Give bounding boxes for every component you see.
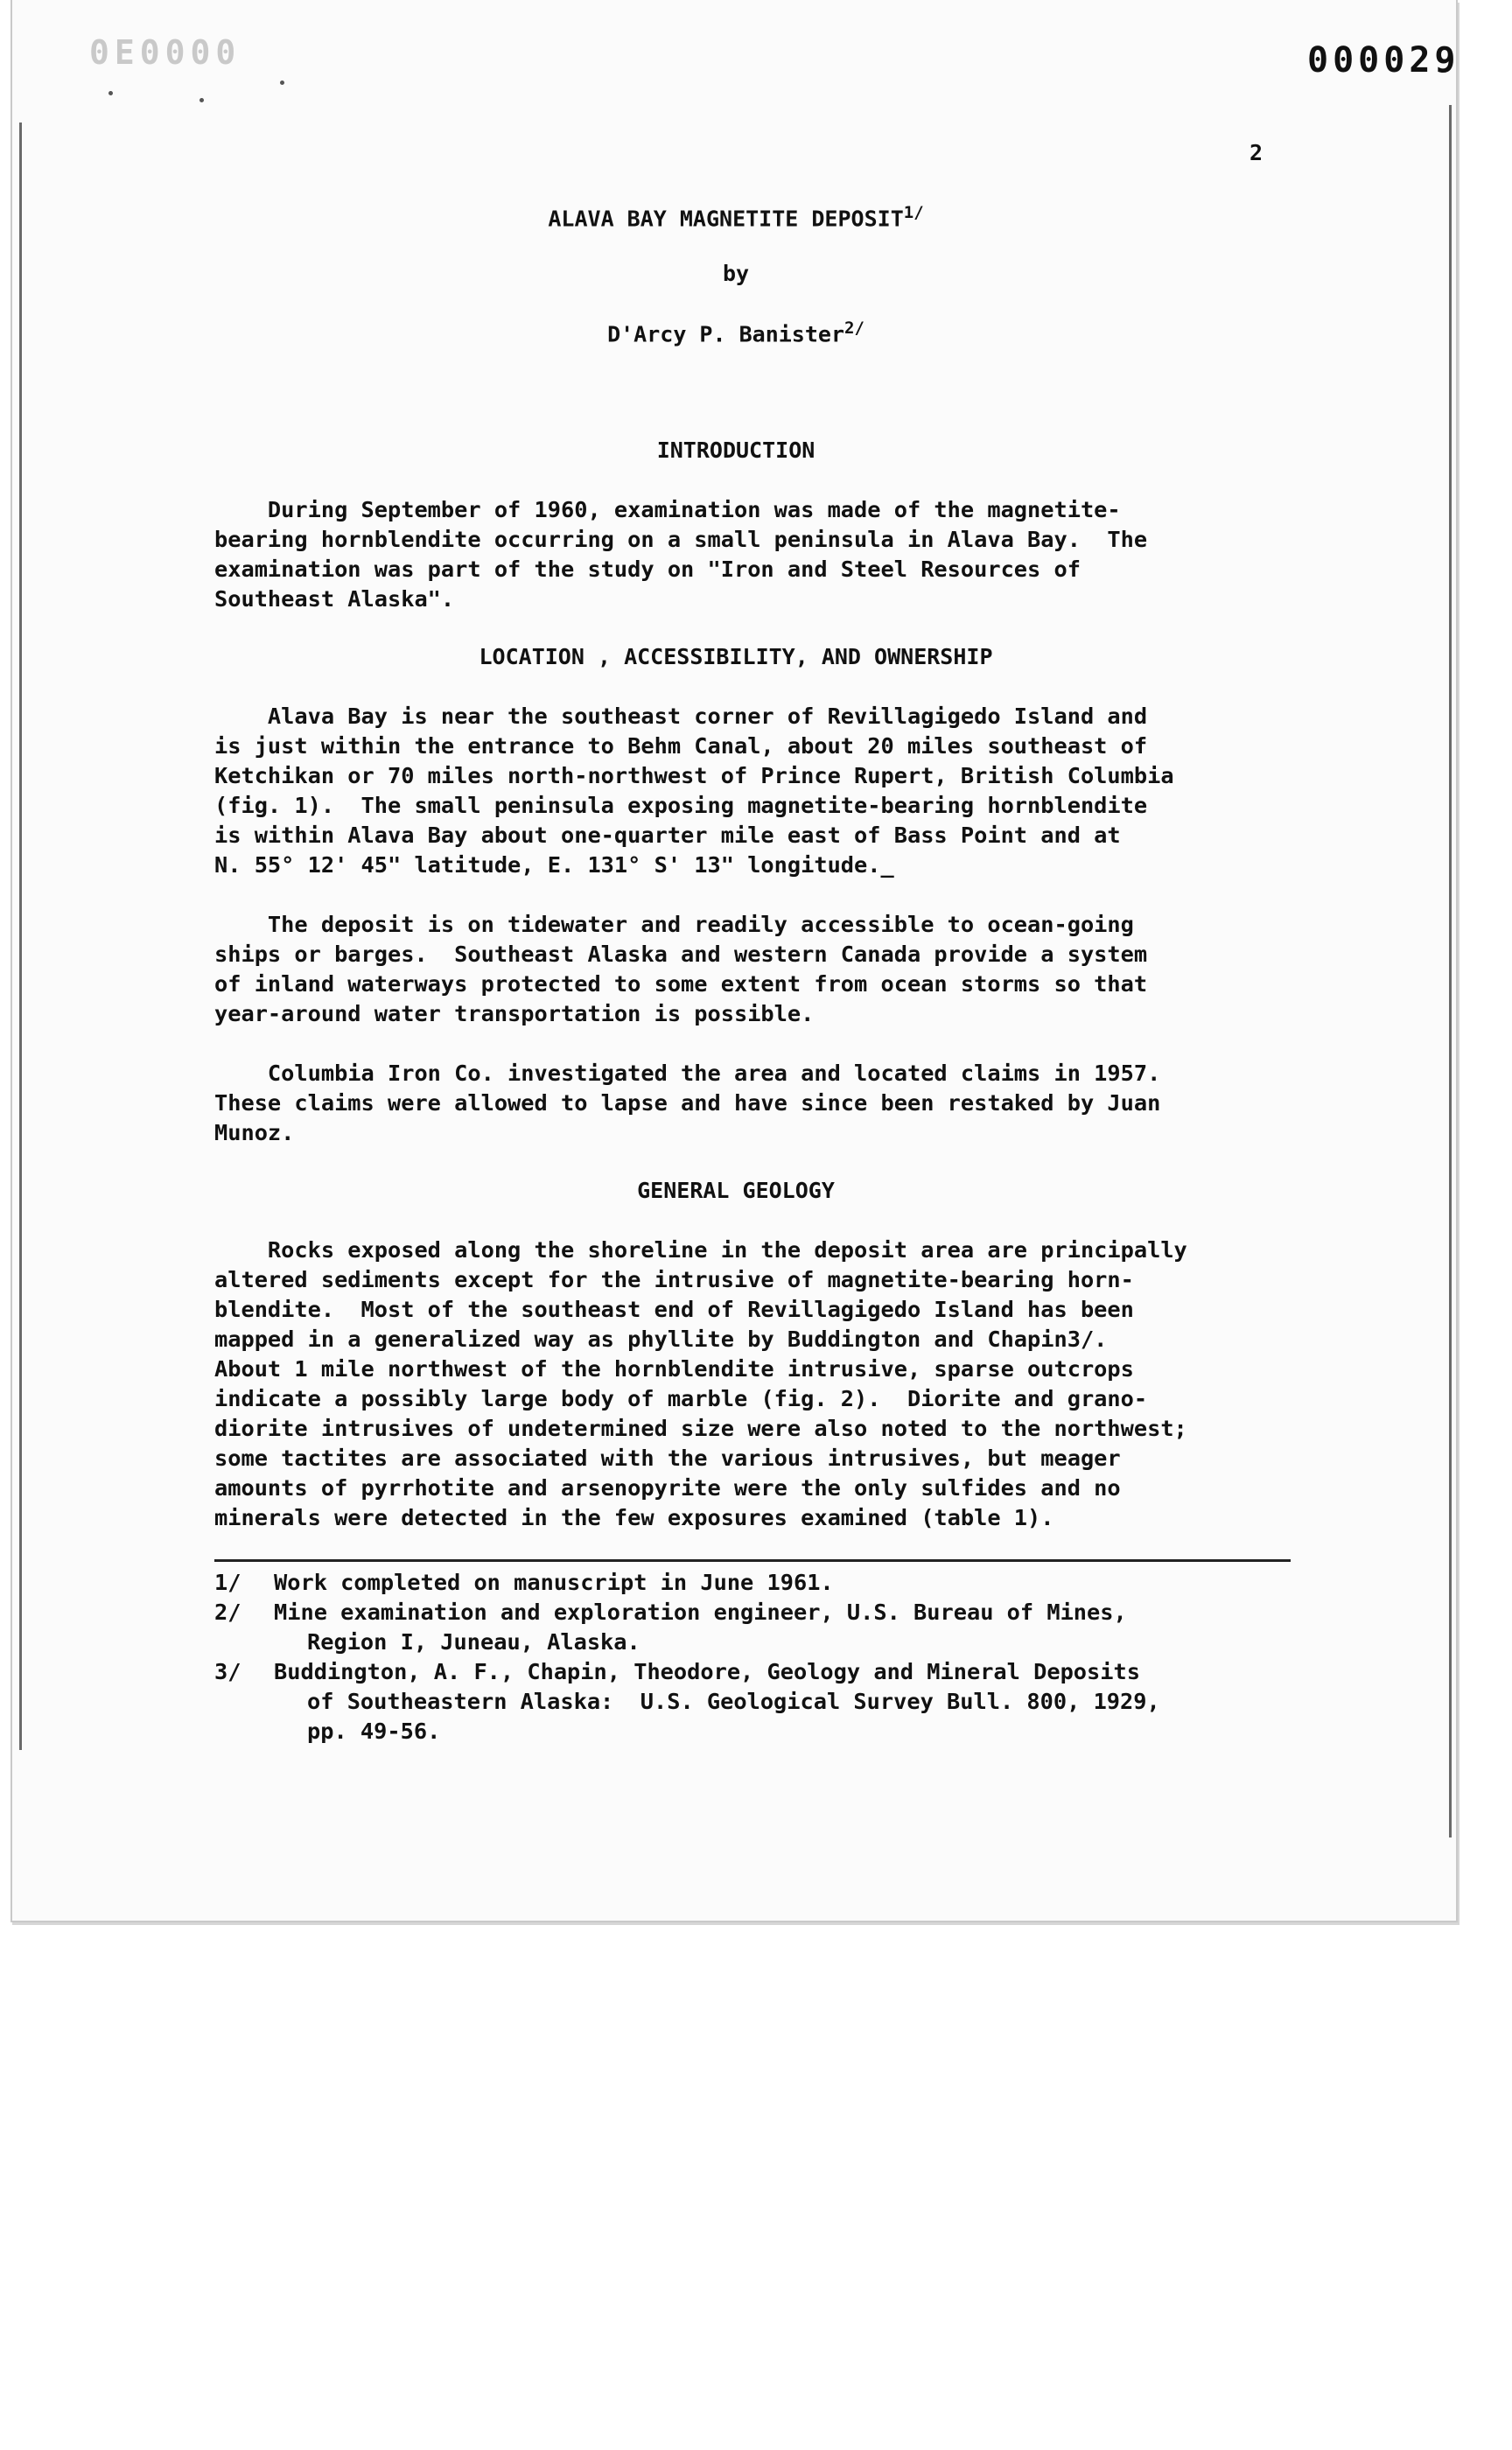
text-line: Southeast Alaska".: [214, 586, 455, 612]
footnote-marker: 2/: [214, 1600, 242, 1625]
footnote-marker: 1/: [214, 1570, 242, 1595]
text-line: is within Alava Bay about one-quarter mile east of Bass Point and at: [214, 822, 1121, 848]
footnote-item: [214, 1598, 1160, 1657]
text-line: examination was part of the study on "Iron and Steel Resources of: [214, 556, 1081, 582]
author-name: D'Arcy P. Banister: [607, 321, 845, 347]
text-line: year-around water transportation is possible.: [214, 1001, 815, 1026]
text-line: Ketchikan or 70 miles north-northwest of Prince Rupert, British Columbia: [214, 763, 1174, 788]
text-line: bearing hornblendite occurring on a small peninsula in Alava Bay. The: [214, 527, 1148, 552]
heading-general-geology: GENERAL GEOLOGY: [637, 1178, 835, 1203]
title-footnote-ref: 1/: [903, 203, 924, 222]
author-footnote-ref: 2/: [844, 318, 864, 338]
text-line: Columbia Iron Co. investigated the area and located claims in 1957.: [214, 1060, 1161, 1086]
document-title: [0, 203, 1472, 231]
text-line: N. 55° 12' 45" latitude, E. 131° S' 13" longitude._: [214, 852, 894, 878]
heading-location: LOCATION , ACCESSIBILITY, AND OWNERSHIP: [479, 644, 993, 669]
footnote-item: [214, 1568, 1160, 1598]
footnote-text: Buddington, A. F., Chapin, Theodore, Geology and Mineral Deposits: [274, 1659, 1140, 1684]
byline-by: by: [722, 261, 750, 286]
text-line: During September of 1960, examination was made of the magnetite-: [214, 497, 1121, 522]
footnote-text: pp. 49-56.: [307, 1718, 441, 1744]
paragraph-introduction: [214, 495, 1147, 614]
text-line: blendite. Most of the southeast end of Revillagigedo Island has been: [214, 1297, 1134, 1322]
text-line: is just within the entrance to Behm Canal, about 20 miles southeast of: [214, 733, 1148, 759]
text-line: Alava Bay is near the southeast corner of Revillagigedo Island and: [214, 704, 1148, 729]
paragraph-location-1: [214, 702, 1174, 880]
scan-speck: [200, 98, 204, 102]
text-line: amounts of pyrrhotite and arsenopyrite were the only sulfides and no: [214, 1475, 1121, 1501]
footnotes: [214, 1568, 1160, 1746]
scan-edge-right: [1449, 105, 1452, 1838]
document-number: 000029: [1307, 40, 1460, 80]
text-line: Rocks exposed along the shoreline in the deposit area are principally: [214, 1237, 1187, 1263]
footnote-text: Mine examination and exploration engineer, U.S. Bureau of Mines,: [274, 1600, 1127, 1625]
title-text: ALAVA BAY MAGNETITE DEPOSIT: [548, 206, 904, 232]
footnote-text: of Southeastern Alaska: U.S. Geological Survey Bull. 800, 1929,: [307, 1689, 1160, 1714]
text-line: These claims were allowed to lapse and have since been restaked by Juan: [214, 1090, 1161, 1116]
text-line: indicate a possibly large body of marble (fig. 2). Diorite and grano-: [214, 1386, 1148, 1411]
scan-edge-left: [19, 122, 22, 1750]
page-number: 2: [1250, 140, 1264, 165]
scan-speck: [280, 80, 284, 85]
footnote-item: [214, 1657, 1160, 1746]
paragraph-location-2: [214, 910, 1147, 1029]
text-line: altered sediments except for the intrusive of magnetite-bearing horn-: [214, 1267, 1134, 1292]
text-line: minerals were detected in the few exposures examined (table 1).: [214, 1505, 1054, 1530]
paragraph-general-geology: [214, 1236, 1187, 1533]
paragraph-location-3: [214, 1059, 1160, 1148]
scan-speck: [108, 91, 113, 95]
heading-introduction: INTRODUCTION: [656, 438, 816, 463]
author-line: [0, 318, 1472, 346]
footnote-text: Work completed on manuscript in June 1961.: [274, 1570, 834, 1595]
text-line: of inland waterways protected to some extent from ocean storms so that: [214, 971, 1148, 997]
text-line: (fig. 1). The small peninsula exposing magnetite-bearing hornblendite: [214, 793, 1148, 818]
footnote-separator: [214, 1559, 1291, 1562]
footnote-marker: 3/: [214, 1659, 242, 1684]
ghost-document-number: 0E0000: [89, 33, 242, 72]
text-line: About 1 mile northwest of the hornblendite intrusive, sparse outcrops: [214, 1356, 1134, 1382]
footnote-text: Region I, Juneau, Alaska.: [307, 1629, 640, 1655]
text-line: Munoz.: [214, 1120, 295, 1145]
text-line: ships or barges. Southeast Alaska and western Canada provide a system: [214, 942, 1148, 967]
text-line: diorite intrusives of undetermined size were also noted to the northwest;: [214, 1416, 1187, 1441]
text-line: mapped in a generalized way as phyllite by Buddington and Chapin3/.: [214, 1326, 1108, 1352]
text-line: some tactites are associated with the various intrusives, but meager: [214, 1446, 1121, 1471]
text-line: The deposit is on tidewater and readily accessible to ocean-going: [214, 912, 1134, 937]
